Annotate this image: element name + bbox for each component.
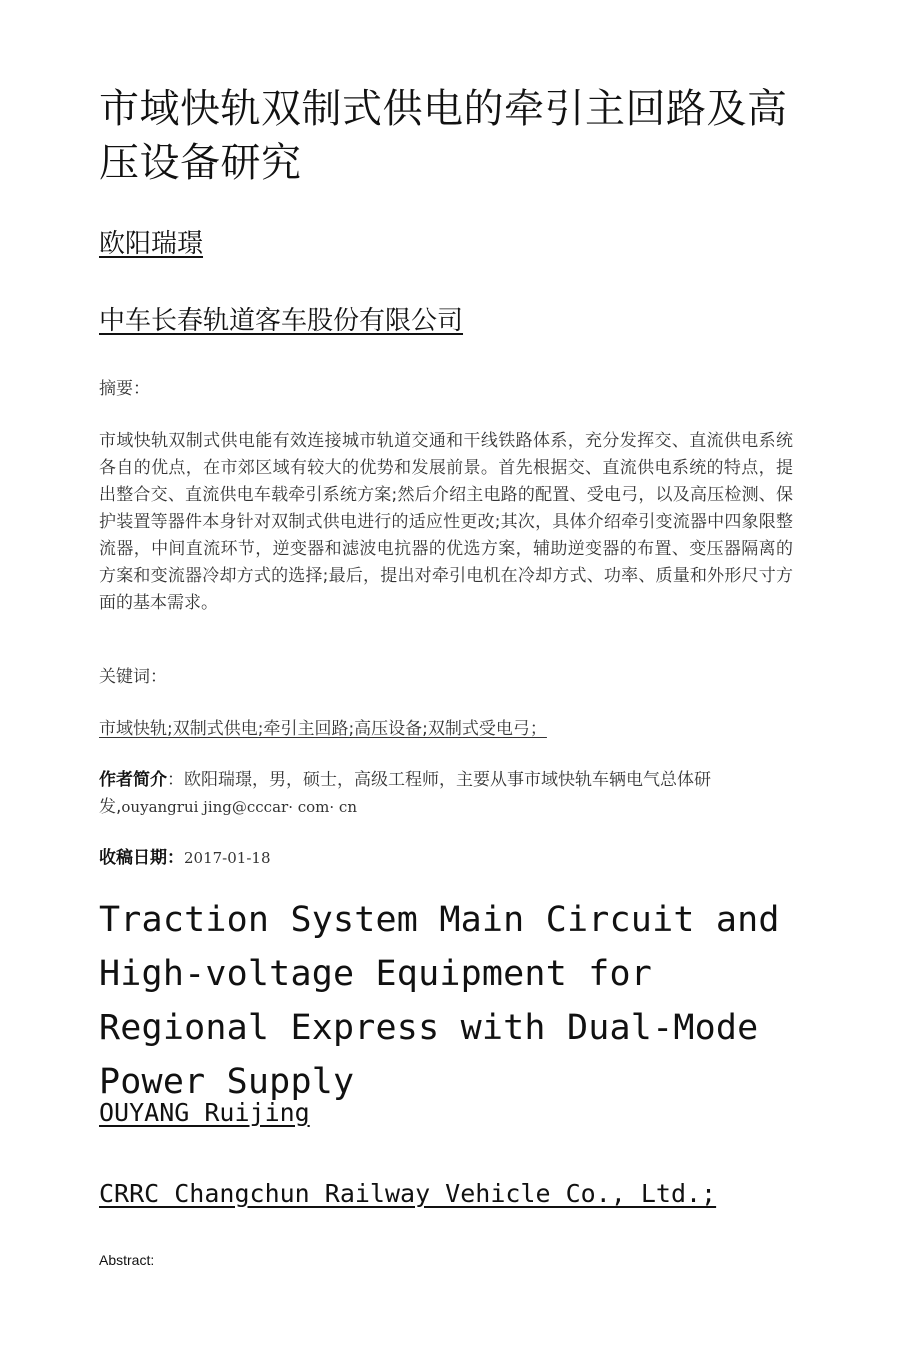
abstract-label-en: Abstract: bbox=[99, 1252, 155, 1268]
keywords-links[interactable]: 市域快轨;双制式供电;牵引主回路;高压设备;双制式受电弓； bbox=[99, 719, 547, 739]
abstract-body-cn: 市域快轨双制式供电能有效连接城市轨道交通和干线铁路体系，充分发挥交、直流供电系统各自的优点，在市郊区域有较大的优势和发展前景。首先根据交、直流供电系统的特点，提出整合交、直流供电车载牵引系统方案;然后介绍主电路的配置、受电弓，以及高压检测、保护装置等器件本身针对双制式供电进行的适应性更改;其次，具体介绍牵引变流器中四象限整流器，中间直流环节，逆变器和滤波电抗器的优选方案，辅助逆变器的布置、变压器隔离的方案和变流器冷却方式的选择;最后，提出对牵引电机在冷却方式、功率、质量和外形尺寸方面的基本需求。 bbox=[99, 431, 793, 613]
author-bio bbox=[99, 767, 799, 821]
abstract-label-cn: 摘要： bbox=[99, 379, 150, 399]
author-email: ouyangrui jing@cccar· com· cn bbox=[121, 798, 357, 816]
received-date: 2017-01-18 bbox=[184, 849, 271, 867]
affiliation-link-en[interactable]: CRRC Changchun Railway Vehicle Co., Ltd.; bbox=[99, 1179, 717, 1208]
received-date-line bbox=[99, 845, 270, 871]
keywords-label: 关键词： bbox=[99, 667, 167, 687]
author-bio-text: ：欧阳瑞璟，男，硕士，高级工程师，主要从事市域快轨车辆电气总体研发, bbox=[99, 770, 711, 817]
author-link-en[interactable]: OUYANG Ruijing bbox=[99, 1098, 310, 1127]
paper-title-en: Traction System Main Circuit and High-voltage Equipment for Regional Express with Dual-Mode Power Supply bbox=[99, 900, 780, 1102]
author-bio-label: 作者简介 bbox=[99, 770, 167, 790]
received-label: 收稿日期： bbox=[99, 848, 184, 868]
author-link-cn[interactable]: 欧阳瑞璟 bbox=[99, 229, 204, 259]
affiliation-link-cn[interactable]: 中车长春轨道客车股份有限公司 bbox=[99, 306, 464, 336]
paper-title-cn: 市域快轨双制式供电的牵引主回路及高压设备研究 bbox=[99, 86, 788, 186]
